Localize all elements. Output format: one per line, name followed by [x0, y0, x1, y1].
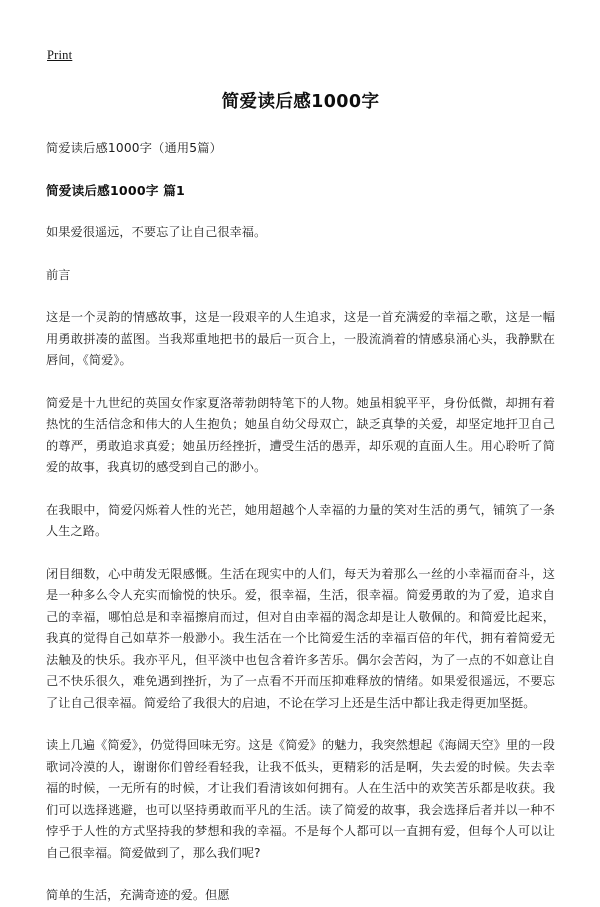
document-subtitle: 简爱读后感1000字（通用5篇）: [46, 141, 223, 155]
paragraph: 在我眼中，简爱闪烁着人性的光芒，她用超越个人幸福的力量的笑对生活的勇气，铺筑了一条人生之路。: [46, 502, 555, 538]
paragraph: 简单的生活，充满奇迹的爱。但愿: [46, 888, 230, 902]
print-button[interactable]: Print: [47, 48, 73, 62]
paragraph: 读上几遍《简爱》，仍觉得回味无穷。这是《简爱》的魅力，我突然想起《海阔天空》里的一段歌词冷漠的人，谢谢你们曾经看轻我，让我不低头，更精彩的活是啊，失去爱的时候。失去幸福的时候，一无所有的时候，才让我们看清该如何拥有。人在生活中的欢笑苦乐都是收获。我们可以选择逃避，也可以坚持勇敢而平凡的生活。读了简爱的故事，我会选择后者并以一种不悖乎于人性的方式坚持我的梦想和我的幸福。不是每个人都可以一直拥有爱，但每个人可以让自己很幸福。简爱做到了，那么我们呢?: [46, 738, 555, 860]
paragraph: 如果爱很遥远，不要忘了让自己很幸福。: [46, 225, 267, 239]
paragraph: 闭目细数，心中萌发无限感慨。生活在现实中的人们，每天为着那么一丝的小幸福而奋斗，这是一种多么令人充实而愉悦的快乐。爱，很幸福，生活，很幸福。简爱勇敢的为了爱，追求自己的幸福，哪怕总是和幸福擦肩而过，但对自由幸福的渴念却是让人敬佩的。和简爱比起来，我真的觉得自己如草芥一般渺小。我生活在一个比简爱生活的幸福百倍的年代，拥有着简爱无法触及的快乐。我亦平凡，但平淡中也包含着许多苦乐。偶尔会苦闷，为了一点的不如意让自己不快乐很久，难免遇到挫折，为了一点看不开而压抑难释放的情绪。如果爱很遥远，不要忘了让自己很幸福。简爱给了我很大的启迪，不论在学习上还是生活中都让我走得更加坚挺。: [46, 566, 555, 710]
document-body: [46, 222, 555, 907]
section-heading: 简爱读后感1000字 篇1: [46, 183, 185, 198]
paragraph: 这是一个灵韵的情感故事，这是一段艰辛的人生追求，这是一首充满爱的幸福之歌，这是一幅用勇敢拼凑的蓝图。当我郑重地把书的最后一页合上，一股流淌着的情感泉涌心头，我静默在唇间，《简爱》。: [46, 310, 555, 367]
paragraph: 前言: [46, 267, 71, 282]
paragraph: 简爱是十九世纪的英国女作家夏洛蒂勃朗特笔下的人物。她虽相貌平平，身份低微，却拥有着热忱的生活信念和伟大的人生抱负；她虽自幼父母双亡，缺乏真挚的关爱，却坚定地扞卫自己的尊严，勇敢追求真爱；她虽历经挫折，遭受生活的愚弄，却乐观的直面人生。用心聆听了简爱的故事，我真切的感受到自己的渺小。: [46, 395, 555, 474]
page-title: 简爱读后感1000字: [221, 92, 380, 112]
